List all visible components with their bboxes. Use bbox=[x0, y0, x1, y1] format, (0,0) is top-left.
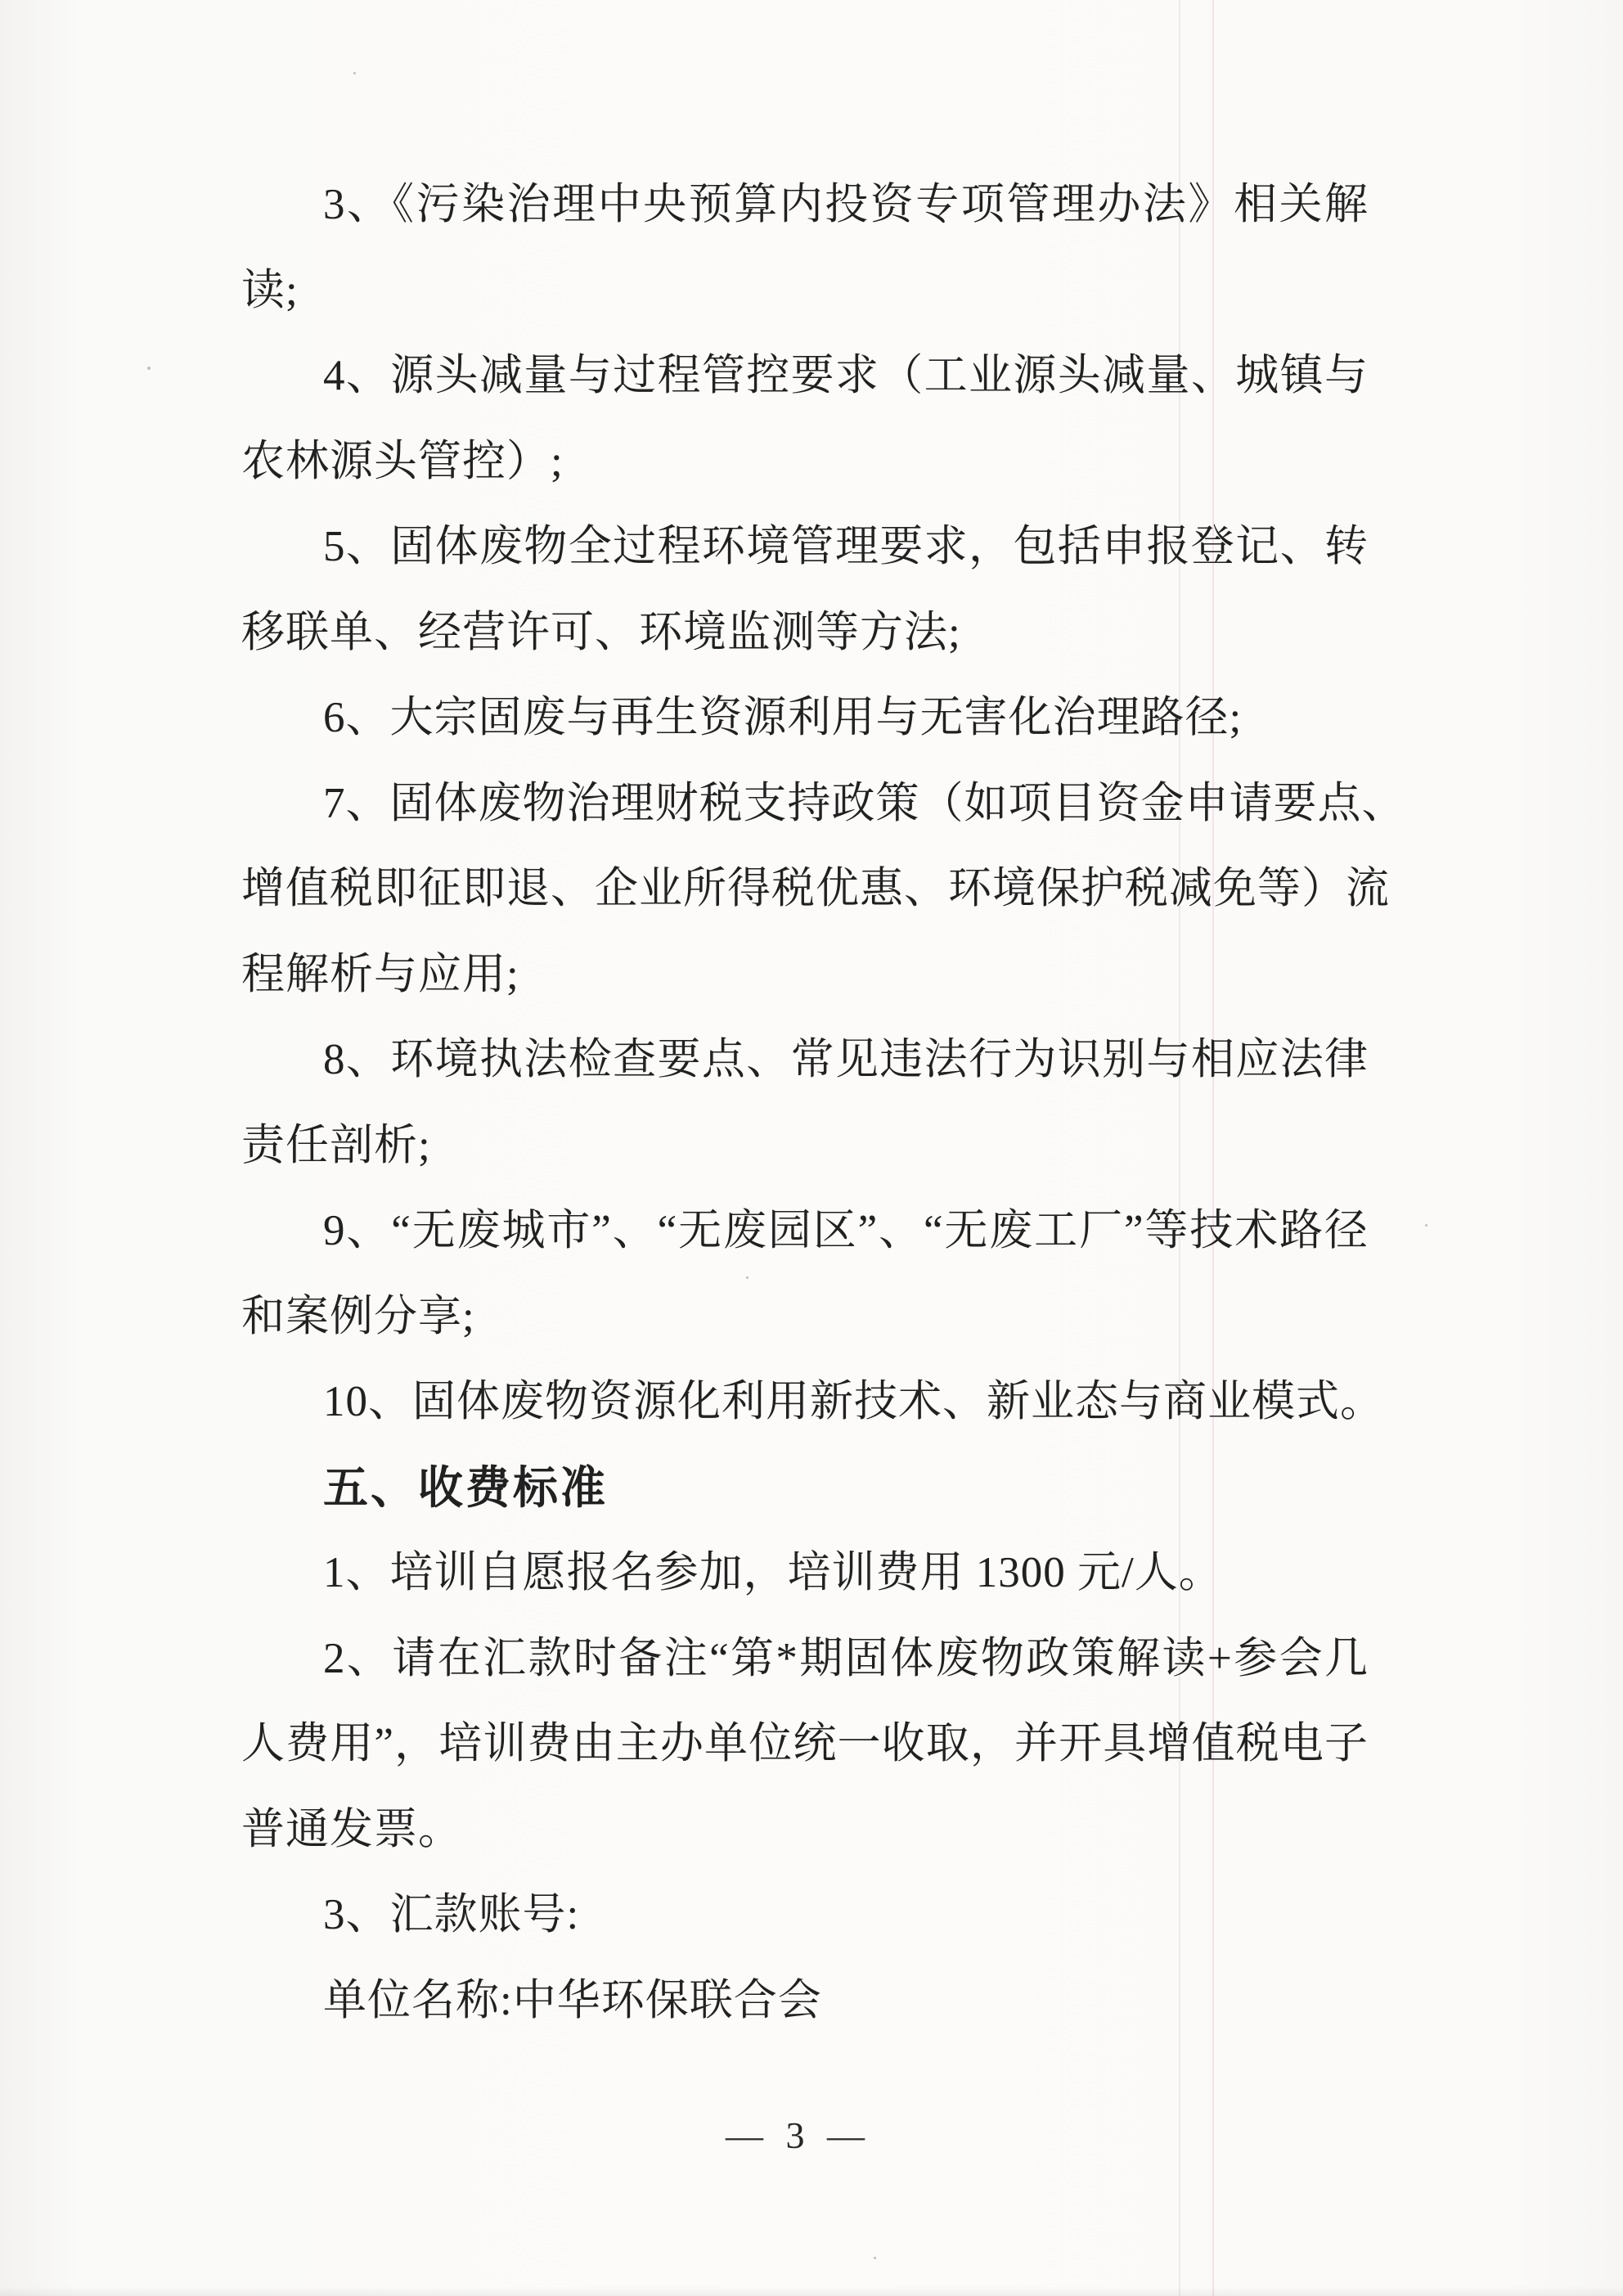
document-line: 增值税即征即退、企业所得税优惠、环境保护税减免等）流 bbox=[241, 865, 1390, 912]
document-line: 3、《污染治理中央预算内投资专项管理办法》相关解 bbox=[323, 181, 1369, 228]
scan-edge-shadow bbox=[0, 2286, 1623, 2296]
document-line: 和案例分享; bbox=[241, 1292, 475, 1340]
document-line: 单位名称:中华环保联合会 bbox=[323, 1976, 822, 2024]
scan-noise-speck bbox=[353, 72, 356, 74]
document-line: 移联单、经营许可、环境监测等方法; bbox=[241, 608, 961, 656]
scan-noise-speck bbox=[147, 367, 151, 370]
document-line: 5、固体废物全过程环境管理要求，包括申报登记、转 bbox=[323, 523, 1369, 570]
document-line: 农林源头管控）; bbox=[241, 437, 564, 485]
document-line: 2、请在汇款时备注“第*期固体废物政策解读+参会几 bbox=[323, 1634, 1369, 1682]
document-line: 读; bbox=[241, 266, 299, 314]
document-line: 7、固体废物治理财税支持政策（如项目资金申请要点、 bbox=[323, 779, 1406, 827]
document-line: 10、固体废物资源化利用新技术、新业态与商业模式。 bbox=[323, 1378, 1384, 1425]
document-line: 人费用”，培训费由主办单位统一收取，并开具增值税电子 bbox=[241, 1720, 1369, 1767]
document-line: 6、大宗固废与再生资源利用与无害化治理路径; bbox=[323, 694, 1243, 741]
document-line: 1、培训自愿报名参加，培训费用 1300 元/人。 bbox=[323, 1549, 1223, 1596]
document-line: 普通发票。 bbox=[241, 1805, 462, 1853]
document-line: 9、“无废城市”、“无废园区”、“无废工厂”等技术路径 bbox=[323, 1207, 1369, 1254]
document-line: 程解析与应用; bbox=[241, 950, 519, 998]
page-number: — 3 — bbox=[726, 2114, 871, 2156]
scan-noise-speck bbox=[874, 2257, 876, 2259]
document-line: 3、汇款账号: bbox=[323, 1891, 580, 1938]
document-line: 4、源头减量与过程管控要求（工业源头减量、城镇与 bbox=[323, 352, 1369, 399]
section-heading-fee-standard: 五、收费标准 bbox=[323, 1461, 609, 1513]
scan-noise-speck bbox=[1425, 1224, 1427, 1227]
document-line: 责任剖析; bbox=[241, 1121, 431, 1169]
document-line: 8、环境执法检查要点、常见违法行为识别与相应法律 bbox=[323, 1036, 1369, 1083]
document-body bbox=[241, 162, 1406, 2043]
